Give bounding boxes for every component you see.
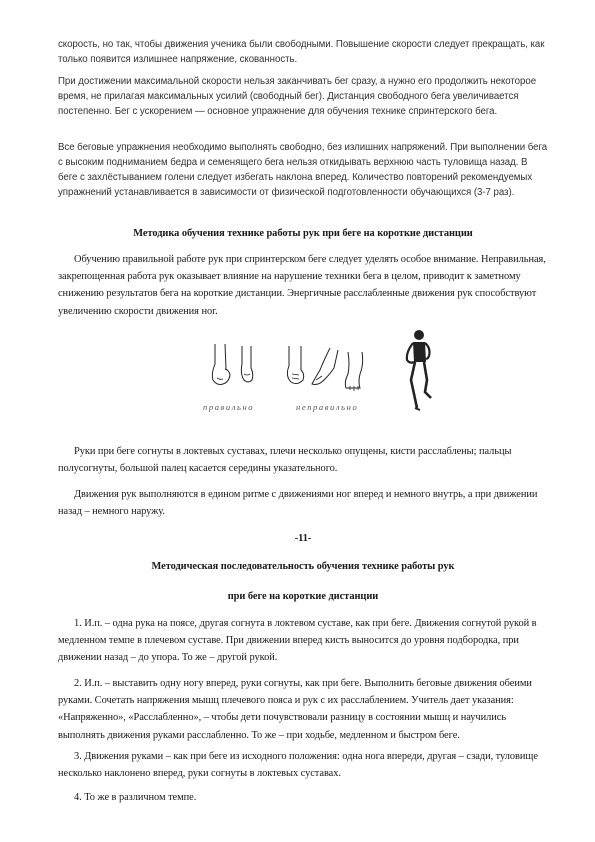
section-intro-paragraph: Обучению правильной работе рук при спринтерском беге следует уделять особое внимание. Неправильная, закрепощенная работа рук оказывает влияние на нарушение техники бега в целом, приводит к заметному снижению результатов бега на короткие дистанции. Энергичные расслабленные движения рук способствуют увеличению скорости движения ног.	[58, 254, 546, 317]
intro-paragraph-2: При достижении максимальной скорости нельзя заканчивать бег сразу, а нужно его продолжить некоторое время, не прилагая максимальных усилий (свободный бег). Дистанция свободного бега увеличивается постепенно. Бег с ускорением — основное упражнение для обучения технике спринтерского бега.	[58, 76, 537, 117]
sprinter-figure	[393, 328, 443, 413]
section-heading-sequence-line2: при беге на короткие дистанции	[227, 591, 379, 602]
hand-figure-incorrect-1	[283, 344, 309, 386]
arm-movement-paragraph: Движения рук выполняются в едином ритме с движениями ног вперед и немного внутрь, а при движении назад – немного наружу.	[58, 489, 538, 518]
intro-paragraph-3: Все беговые упражнения необходимо выполнять свободно, без излишних напряжений. При выполнении бега с высоким подниманием бедра и семенящего бега нельзя откидывать верхнюю часть туловища назад. В беге с захлёстыванием голени следует избегать наклона вперед. Количество повторений рекомендуемых упражнений устанавливается в зависимости от физической подготовленности обучающихся (3-7 раз).	[58, 142, 548, 198]
section-heading-sequence-line1: Методическая последовательность обучения технике работы рук	[151, 561, 455, 572]
intro-paragraph-1: скорость, но так, чтобы движения ученика были свободными. Повышение скорости следует прекращать, как только появится излишнее напряжение, скованность.	[58, 39, 545, 65]
hand-figure-incorrect-2	[308, 346, 342, 388]
hand-figure-correct-1	[203, 342, 239, 390]
section-heading-arm-technique: Методика обучения технике работы рук при беге на короткие дистанции	[133, 228, 473, 239]
exercise-item-2: 2. И.п. – выставить одну ногу вперед, руки согнуты, как при беге. Выполнить беговые движения обеими руками. Сочетать напряжения мышц плечевого пояса и рук с их расслаблением. Учитель дает указания: «Напряженно», «Расслабленно», – чтобы дети почувствовали разницу в состоянии мышц и научились выполнять движения руками расслабленно. То же – при ходьбе, медленном и быстром беге.	[58, 678, 532, 741]
exercise-item-1: 1. И.п. – одна рука на поясе, другая согнута в локтевом суставе, как при беге. Движения согнутой рукой в медленном темпе в плечевом суставе. При движении вперед кисть выносится до уровня подбородка, при движении назад – до упора. То же – другой рукой.	[58, 618, 537, 664]
arm-position-paragraph: Руки при беге согнуты в локтевых суставах, плечи несколько опущены, кисти расслаблены; пальцы полусогнуты, большой палец касается середины указательного.	[58, 446, 512, 475]
hand-figure-incorrect-3	[340, 350, 370, 392]
caption-correct: правильно	[203, 402, 255, 412]
page-number: -11-	[294, 533, 312, 544]
exercise-item-4: 4. То же в различном темпе.	[74, 792, 197, 803]
caption-incorrect: неправильно	[296, 402, 359, 412]
hand-figure-correct-2	[236, 344, 258, 386]
exercise-item-3: 3. Движения руками – как при беге из исходного положения: одна нога впереди, другая – сзади, туловище несколько наклонено вперед, руки согнуты в локтевых суставах.	[58, 751, 538, 780]
